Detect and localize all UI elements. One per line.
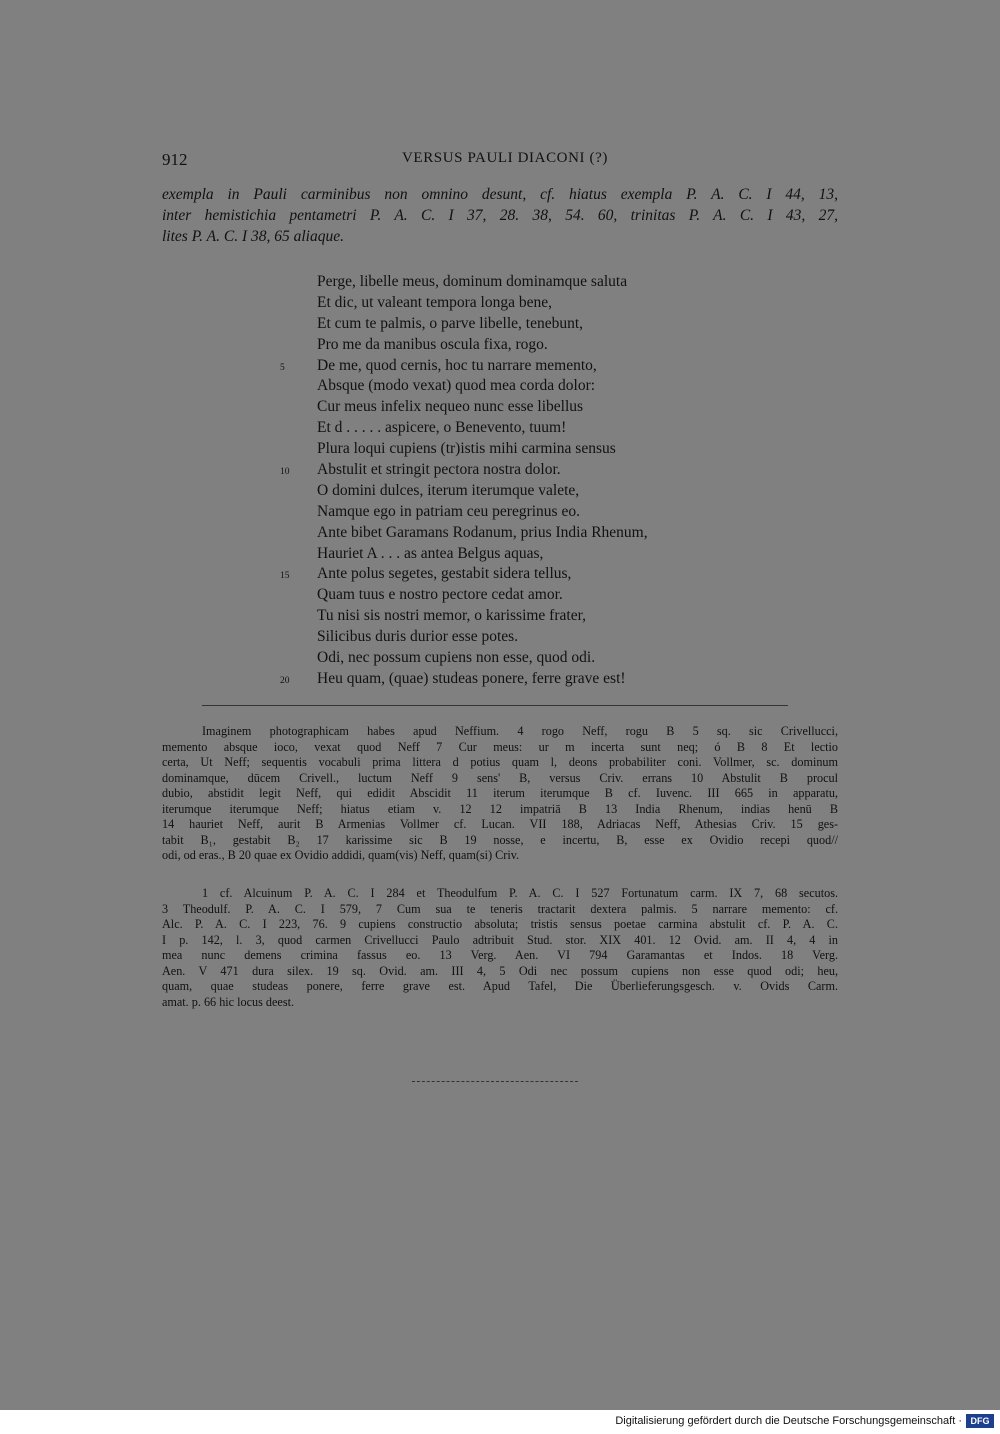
poem [280, 272, 750, 690]
verse-text: O domini dulces, iterum iterumque valete, [317, 481, 580, 499]
apparatus-line: dubio, abstidit legit Neff, qui edidit Abscidit 11 iterum iterumque B cf. Iuvenc. III 665 in apparatu, [162, 786, 838, 800]
verse-line [280, 669, 750, 690]
verse-text: De me, quod cernis, hoc tu narrare memento, [317, 356, 597, 374]
verse-line [280, 544, 750, 565]
verse-text: Quam tuus e nostro pectore cedat amor. [317, 586, 563, 604]
line-number: 5 [280, 362, 285, 373]
verse-text: Et cum te palmis, o parve libelle, tenebunt, [317, 314, 584, 332]
verse-text: Cur meus infelix nequeo nunc esse libellus [317, 398, 584, 416]
apparatus-line: tabit B₁, gestabit B₂ 17 karissime sic B 19 nosse, e incertu, B, esse ex Ovidio recepi quod// [162, 832, 838, 847]
source-line: mea nunc demens crimina fassus eo. 13 Verg. Aen. VI 794 Garamantas et Indos. 18 Verg. [162, 948, 838, 962]
verse-line [280, 335, 750, 356]
verse-line [280, 606, 750, 627]
verse-text: Ante bibet Garamans Rodanum, prius India Rhenum, [317, 523, 648, 541]
dfg-logo[interactable]: DFG [966, 1414, 994, 1428]
verse-line [280, 397, 750, 418]
verse-text: Abstulit et stringit pectora nostra dolor. [317, 461, 561, 479]
verse-line [280, 460, 750, 481]
verse-text: Pro me da manibus oscula fixa, rogo. [317, 335, 548, 353]
page-number: 912 [162, 150, 188, 169]
verse-text: Silicibus duris durior esse potes. [317, 628, 519, 646]
intro-line: inter hemistichia pentametri P. A. C. I 37, 28. 38, 54. 60, trinitas P. A. C. I 43, 27, [162, 207, 838, 224]
apparatus-line: 14 hauriet Neff, aurit B Armenias Vollmer cf. Lucan. VII 188, Adriacas Neff, Athesias Criv. 15 ges- [162, 817, 838, 831]
source-notes [162, 886, 838, 1010]
running-head [162, 150, 838, 174]
verse-line [280, 293, 750, 314]
verse-text: Hauriet A . . . as antea Belgus aquas, [317, 544, 544, 562]
critical-apparatus [162, 724, 838, 864]
source-line: amat. p. 66 hic locus deest. [162, 994, 294, 1009]
verse-text: Odi, nec possum cupiens non esse, quod odi. [317, 649, 596, 667]
source-line: 1 cf. Alcuinum P. A. C. I 284 et Theodulfum P. A. C. I 527 Fortunatum carm. IX 7, 68 secutos. [202, 886, 838, 900]
verse-line [280, 648, 750, 669]
verse-text: Namque ego in patriam ceu peregrinus eo. [317, 502, 580, 520]
apparatus-line: odi, od eras., B 20 quae ex Ovidio addidi, quam(vis) Neff, quam(si) Criv. [162, 848, 520, 862]
verse-text: Ante polus segetes, gestabit sidera tellus, [317, 565, 572, 583]
source-line: Aen. V 471 dura silex. 19 sq. Ovid. am. III 4, 5 Odi nec possum cupiens non esse quod odi; heu, [162, 963, 838, 978]
end-rule [412, 1081, 578, 1082]
verse-text: Perge, libelle meus, dominum dominamque saluta [317, 273, 628, 290]
separator-rule [202, 705, 788, 706]
source-line: 3 Theodulf. P. A. C. I 579, 7 Cum sua te teneris tractarit dextera palmis. 5 narrare memento: cf. [162, 901, 838, 916]
verse-line [280, 376, 750, 397]
verse-text: Et dic, ut valeant tempora longa bene, [317, 293, 552, 311]
verse-line [280, 439, 750, 460]
verse-line [280, 356, 750, 377]
apparatus-line: certa, Ut Neff; sequentis vocabuli prima littera d potius quam l, deons probabiliter coni. Vollmer, sc. dominum [162, 755, 838, 769]
funding-credit: Digitalisierung gefördert durch die Deutsche Forschungsgemeinschaft · [615, 1415, 962, 1427]
line-number: 20 [280, 675, 290, 686]
verse-line [280, 523, 750, 544]
verse-text: Absque (modo vexat) quod mea corda dolor: [317, 377, 596, 395]
apparatus-line: Imaginem photographicam habes apud Neffium. 4 rogo Neff, rogu B 5 sq. sic Crivellucci, [202, 724, 838, 738]
apparatus-line: iterumque iterumque Neff; hiatus etiam v. 12 12 impatriā B 13 India Rhenum, indias henū B [162, 801, 838, 816]
verse-line [280, 585, 750, 606]
apparatus-line: memento absque ioco, vexat quod Neff 7 Cur meus: ur m incerta sunt neq; ó B 8 Et lectio [162, 739, 838, 754]
verse-line [280, 627, 750, 648]
intro-line: lites P. A. C. I 38, 65 aliaque. [162, 228, 344, 245]
running-title: VERSUS PAULI DIACONI (?) [402, 150, 608, 166]
verse-text: Tu nisi sis nostri memor, o karissime frater, [317, 607, 586, 625]
verse-line [280, 272, 750, 293]
verse-line [280, 481, 750, 502]
verse-line [280, 418, 750, 439]
verse-line [280, 564, 750, 585]
verse-text: Et d . . . . . aspicere, o Benevento, tuum! [317, 419, 567, 437]
verse-text: Plura loqui cupiens (tr)istis mihi carmina sensus [317, 440, 616, 458]
footer-bar [0, 1410, 1000, 1434]
source-line: I p. 142, l. 3, quod carmen Crivellucci Paulo adtribuit Stud. stor. XIX 401. 12 Ovid. am. II 4, 4 in [162, 932, 838, 947]
source-line: Alc. P. A. C. I 223, 76. 9 cupiens constructio absoluta; tristis sensus poetae carmina abstulit cf. P. A. C. [162, 917, 838, 931]
verse-line [280, 314, 750, 335]
line-number: 10 [280, 467, 290, 478]
apparatus-line: dominamque, dūcem Crivell., luctum Neff 9 sens' B, versus Criv. errans 10 Abstulit B procul [162, 770, 838, 785]
intro-line: exempla in Pauli carminibus non omnino desunt, cf. hiatus exempla P. A. C. I 44, 13, [162, 186, 838, 203]
intro-paragraph [162, 184, 838, 247]
line-number: 15 [280, 571, 290, 582]
verse-line [280, 502, 750, 523]
source-line: quam, quae studeas ponere, ferre grave est. Apud Tafel, Die Überlieferungsgesch. v. Ovids Carm. [162, 979, 838, 993]
verse-text: Heu quam, (quae) studeas ponere, ferre grave est! [317, 669, 626, 687]
